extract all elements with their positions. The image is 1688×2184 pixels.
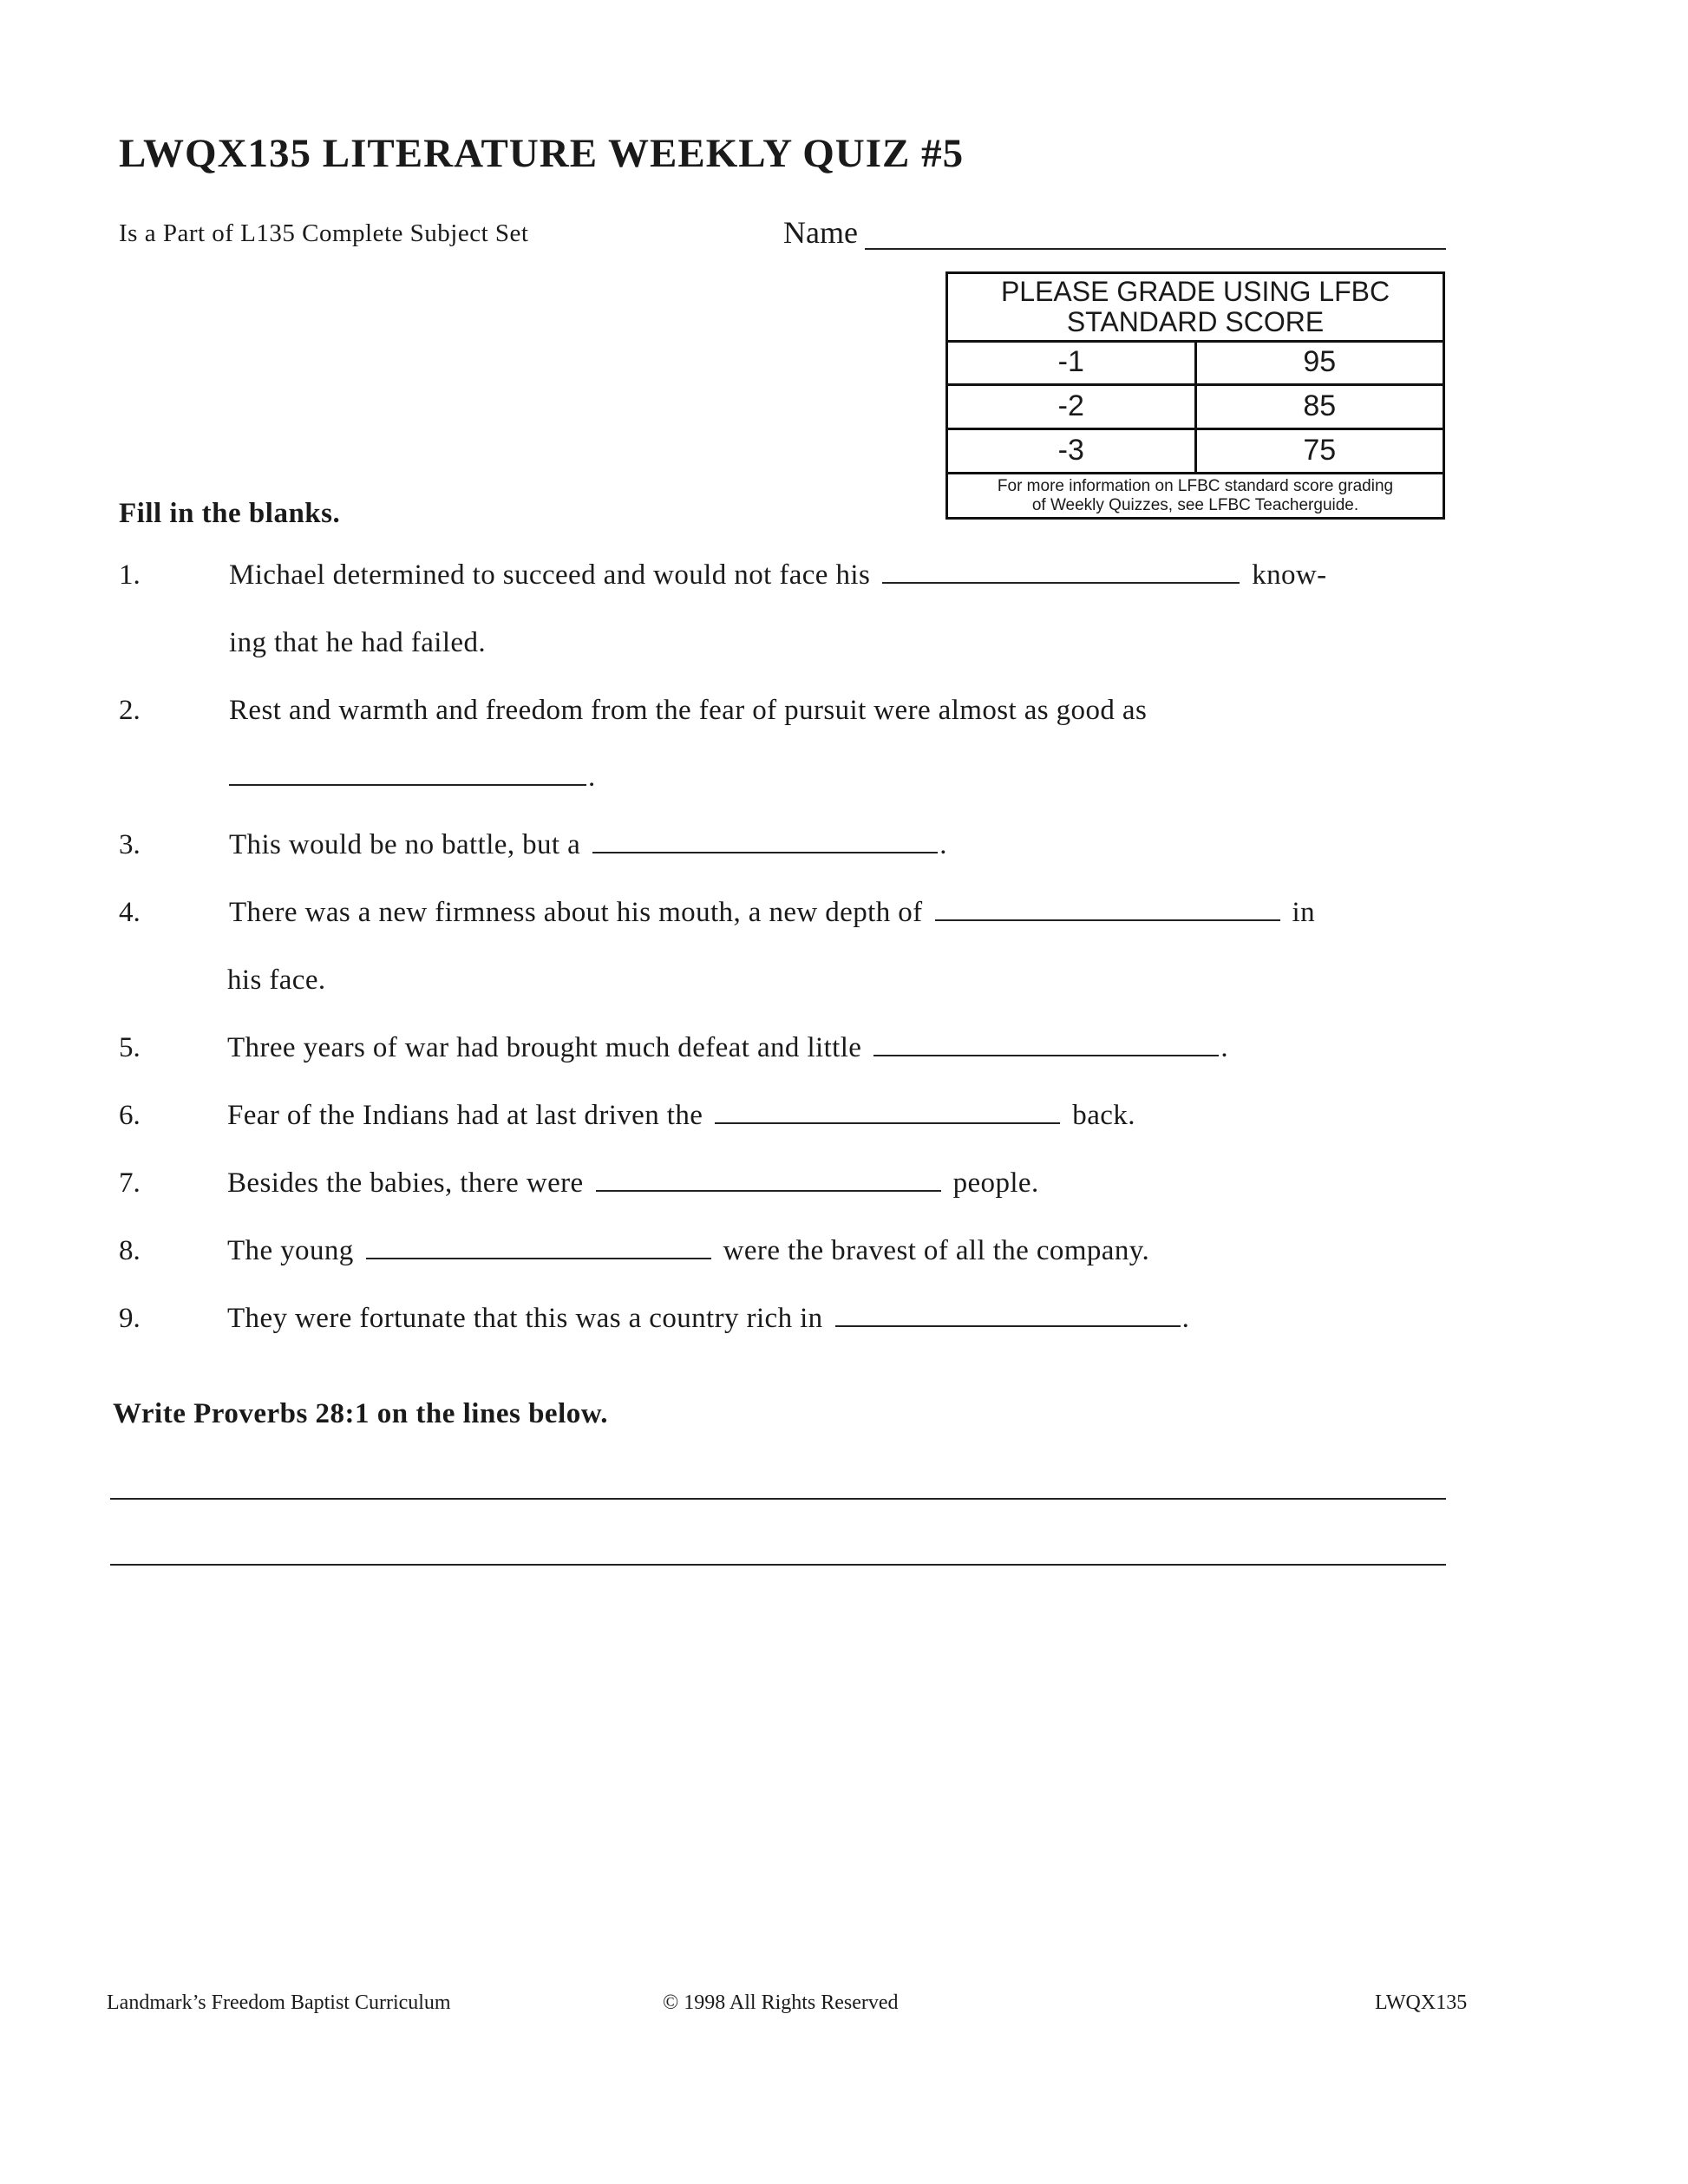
footer-code: LWQX135 <box>1375 1991 1468 2014</box>
grading-header-line1: PLEASE GRADE USING LFBC <box>1000 276 1390 307</box>
question-4 <box>229 897 1315 929</box>
grading-table-footnote <box>948 475 1443 517</box>
name-label: Name <box>783 215 858 250</box>
score-cell: 95 <box>1303 344 1337 378</box>
answer-blank[interactable] <box>835 1324 1181 1327</box>
question-2 <box>229 695 1147 727</box>
grading-row <box>948 384 1443 430</box>
missed-cell: -1 <box>948 340 1197 383</box>
question-number: 4. <box>119 897 141 928</box>
question-text-cont: his face. <box>227 964 326 996</box>
question-text-after: back. <box>1072 1100 1135 1131</box>
writing-line[interactable] <box>110 1564 1446 1566</box>
question-5 <box>227 1032 1228 1064</box>
question-text-after: . <box>939 829 947 860</box>
answer-blank[interactable] <box>366 1257 711 1259</box>
grading-row <box>948 340 1443 386</box>
answer-blank[interactable] <box>873 1054 1219 1056</box>
answer-blank[interactable] <box>882 581 1240 584</box>
question-text: They were fortunate that this was a country rich in <box>227 1303 823 1334</box>
fill-in-instructions: Fill in the blanks. <box>119 498 341 529</box>
answer-blank[interactable] <box>935 919 1280 921</box>
question-text: Besides the babies, there were <box>227 1167 584 1199</box>
subject-set-note: Is a Part of L135 Complete Subject Set <box>119 219 529 247</box>
question-text-after: . <box>1181 1303 1190 1334</box>
missed-cell: -3 <box>948 428 1197 472</box>
answer-blank[interactable] <box>715 1121 1060 1124</box>
question-text: Michael determined to succeed and would not face his <box>229 559 871 591</box>
question-text-after: people. <box>952 1167 1039 1199</box>
question-number: 5. <box>119 1032 141 1063</box>
question-number: 7. <box>119 1167 141 1199</box>
question-number: 3. <box>119 829 141 860</box>
question-1-continuation <box>229 627 486 659</box>
grading-footnote-line1: For more information on LFBC standard score grading <box>997 477 1394 495</box>
question-7 <box>227 1167 1039 1200</box>
question-text-after: in <box>1292 897 1315 928</box>
question-9 <box>227 1303 1189 1335</box>
question-text: Fear of the Indians had at last driven the <box>227 1100 703 1131</box>
footer-copyright: © 1998 All Rights Reserved <box>663 1991 899 2014</box>
grading-footnote-line2: of Weekly Quizzes, see LFBC Teacherguide. <box>1031 496 1359 514</box>
question-2-continuation <box>217 762 596 794</box>
name-input-line[interactable] <box>865 248 1446 250</box>
question-text: This would be no battle, but a <box>229 829 581 860</box>
missed-cell: -2 <box>948 384 1197 428</box>
writing-line[interactable] <box>110 1498 1446 1500</box>
grading-header-line2: STANDARD SCORE <box>1066 306 1325 337</box>
question-text-cont: ing that he had failed. <box>229 627 487 658</box>
score-cell: 75 <box>1303 433 1337 467</box>
question-3 <box>229 829 947 861</box>
question-4-continuation <box>227 964 326 997</box>
proverbs-instructions: Write Proverbs 28:1 on the lines below. <box>113 1398 608 1429</box>
question-8 <box>227 1235 1149 1267</box>
question-6 <box>227 1100 1135 1132</box>
question-number: 2. <box>119 695 141 726</box>
footer-curriculum: Landmark’s Freedom Baptist Curriculum <box>107 1991 451 2014</box>
question-text-after: . <box>1220 1032 1228 1063</box>
question-text: The young <box>227 1235 354 1266</box>
question-number: 6. <box>119 1100 141 1131</box>
page-title: LWQX135 LITERATURE WEEKLY QUIZ #5 <box>119 131 965 176</box>
question-number: 9. <box>119 1303 141 1334</box>
answer-blank[interactable] <box>596 1189 941 1192</box>
question-text: Three years of war had brought much defeat and little <box>227 1032 862 1063</box>
question-text-after: know- <box>1252 559 1327 591</box>
question-number: 8. <box>119 1235 141 1266</box>
question-1 <box>229 559 1327 592</box>
score-cell: 85 <box>1303 389 1337 422</box>
grading-table <box>945 271 1445 520</box>
answer-blank[interactable] <box>592 851 938 853</box>
question-text-after: . <box>588 762 596 793</box>
grading-row <box>948 428 1443 474</box>
grading-table-header <box>948 274 1443 343</box>
question-number: 1. <box>119 559 141 591</box>
answer-blank[interactable] <box>229 783 586 786</box>
question-text-after: were the bravest of all the company. <box>723 1235 1150 1266</box>
question-text: Rest and warmth and freedom from the fear of pursuit were almost as good as <box>229 695 1148 726</box>
question-text: There was a new firmness about his mouth, a new depth of <box>229 897 923 928</box>
